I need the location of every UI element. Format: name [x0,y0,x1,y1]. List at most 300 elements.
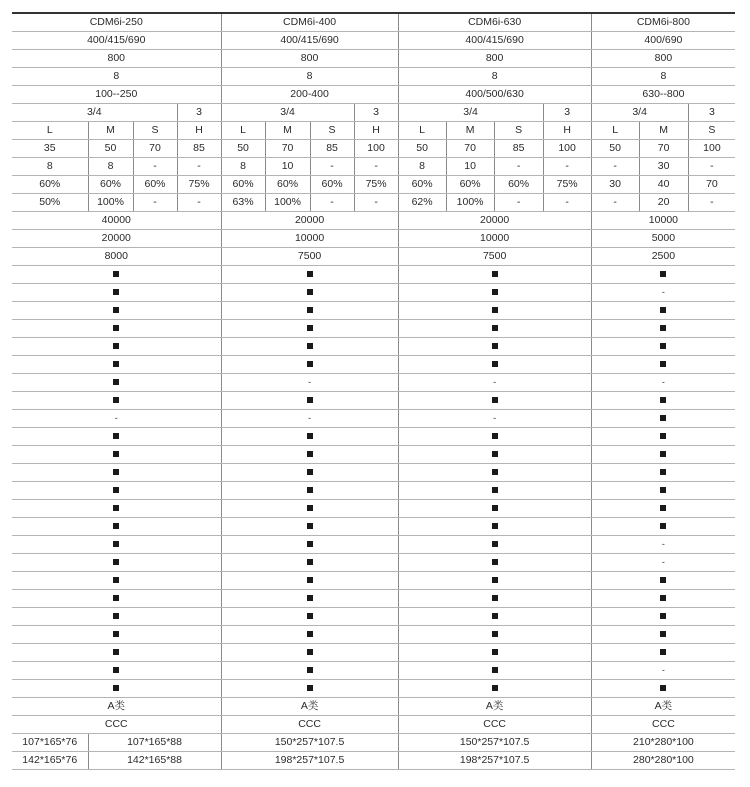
filled-square-icon [113,631,119,637]
filled-square-icon [307,271,313,277]
feature-cell [221,572,398,590]
feature-row [12,590,735,608]
spec-cell: 100% [88,194,133,212]
spec-table [12,12,735,770]
breaking-capacity-cell: 70 [446,140,494,158]
feature-cell [591,500,735,518]
feature-cell [591,608,735,626]
feature-row [12,284,735,302]
feature-row [12,356,735,374]
spec-cell: 60% [446,176,494,194]
voltage-cell: 400/415/690 [398,32,591,50]
spec-cell: 20 [639,194,688,212]
feature-cell [591,662,735,680]
feature-row [12,536,735,554]
spec-cell: - [354,158,398,176]
filled-square-icon [307,469,313,475]
filled-square-icon [307,289,313,295]
feature-cell [12,662,221,680]
feature-cell [591,590,735,608]
filled-square-icon [113,397,119,403]
spec-cell: 8 [88,158,133,176]
filled-square-icon [492,451,498,457]
model-name: CDM6i-800 [591,13,735,32]
spec-cell: - [688,194,735,212]
feature-cell [398,374,591,392]
dash-mark: - [661,539,665,549]
spec-cell: 60% [265,176,310,194]
feature-row [12,482,735,500]
electrical-life-cell: 7500 [221,248,398,266]
feature-cell [221,518,398,536]
feature-cell [398,446,591,464]
feature-cell [221,662,398,680]
filled-square-icon [492,469,498,475]
feature-cell [591,482,735,500]
category-cell: A类 [591,698,735,716]
category-cell: A类 [221,698,398,716]
filled-square-icon [307,433,313,439]
spec-cell: - [591,158,639,176]
category-cell: A类 [398,698,591,716]
breaking-grade-cell: M [265,122,310,140]
spec-cell: - [494,158,543,176]
spec-cell: 62% [398,194,446,212]
filled-square-icon [492,523,498,529]
insulation-voltage-cell: 800 [398,50,591,68]
impulse-voltage-row [12,68,735,86]
spec-cell: 30 [639,158,688,176]
filled-square-icon [113,577,119,583]
feature-cell [221,500,398,518]
filled-square-icon [492,649,498,655]
filled-square-icon [492,487,498,493]
breaking-capacity-cell: 85 [177,140,221,158]
electrical-life-cell: 7500 [398,248,591,266]
feature-row [12,392,735,410]
spec-cell: 8 [221,158,265,176]
feature-cell [221,266,398,284]
filled-square-icon [113,505,119,511]
filled-square-icon [307,685,313,691]
spec-cell: - [591,194,639,212]
spec-cell: - [133,194,177,212]
filled-square-icon [660,361,666,367]
feature-cell [398,608,591,626]
filled-square-icon [307,595,313,601]
filled-square-icon [307,523,313,529]
filled-square-icon [660,505,666,511]
mechanical-life-cell: 20000 [398,212,591,230]
dimension-cell: 210*280*100 [591,734,735,752]
feature-row [12,608,735,626]
electrical-life-b-row [12,248,735,266]
feature-cell [12,428,221,446]
electrical-life-a-row [12,230,735,248]
filled-square-icon [492,307,498,313]
feature-cell [591,356,735,374]
filled-square-icon [492,685,498,691]
filled-square-icon [660,595,666,601]
feature-cell [12,266,221,284]
dimension-cell: 142*165*76 [12,752,88,770]
breaking-capacity-cell: 100 [354,140,398,158]
feature-cell [591,536,735,554]
certification-cell: CCC [12,716,221,734]
breaking-capacity-cell: 35 [12,140,88,158]
feature-cell [398,266,591,284]
electrical-life-cell: 20000 [12,230,221,248]
dash-mark: - [493,413,497,423]
filled-square-icon [113,343,119,349]
dimension-cell: 107*165*76 [12,734,88,752]
breaking-grade-cell: S [688,122,735,140]
spec-cell: 75% [177,176,221,194]
feature-row [12,320,735,338]
breaking-grade-cell: H [543,122,591,140]
feature-cell [591,266,735,284]
spec-cell: 100% [265,194,310,212]
feature-cell [221,392,398,410]
feature-cell [12,500,221,518]
filled-square-icon [113,523,119,529]
feature-cell [591,680,735,698]
feature-row [12,626,735,644]
filled-square-icon [113,469,119,475]
feature-cell [591,392,735,410]
feature-cell [591,644,735,662]
spec-cell: - [177,194,221,212]
feature-cell [591,284,735,302]
feature-cell [221,644,398,662]
feature-cell [221,410,398,428]
filled-square-icon [113,379,119,385]
feature-cell [398,680,591,698]
feature-cell [591,302,735,320]
feature-cell [12,464,221,482]
filled-square-icon [660,649,666,655]
feature-cell [221,626,398,644]
impulse-voltage-cell: 8 [12,68,221,86]
feature-cell [398,536,591,554]
poles-row [12,104,735,122]
feature-cell [591,446,735,464]
feature-cell [398,572,591,590]
feature-row [12,446,735,464]
breaking-capacity-row [12,140,735,158]
spec-cell: - [688,158,735,176]
filled-square-icon [492,559,498,565]
spec-cell: 8 [12,158,88,176]
electrical-life-cell: 5000 [591,230,735,248]
voltage-cell: 400/415/690 [221,32,398,50]
voltage-row [12,32,735,50]
dash-mark: - [493,377,497,387]
feature-cell [221,374,398,392]
filled-square-icon [492,613,498,619]
feature-cell [12,446,221,464]
feature-cell [221,284,398,302]
filled-square-icon [307,325,313,331]
breaking-grade-cell: M [446,122,494,140]
feature-cell [591,554,735,572]
filled-square-icon [113,541,119,547]
spec-cell: 40 [639,176,688,194]
feature-cell [12,356,221,374]
feature-cell [221,338,398,356]
spec-cell: 75% [354,176,398,194]
filled-square-icon [113,307,119,313]
mechanical-life-row [12,212,735,230]
feature-cell [12,302,221,320]
dimension-cell: 198*257*107.5 [221,752,398,770]
poles-cell: 3/4 [591,104,688,122]
feature-cell [12,320,221,338]
feature-cell [12,554,221,572]
category-row [12,698,735,716]
feature-cell [221,428,398,446]
feature-cell [221,446,398,464]
filled-square-icon [113,685,119,691]
spec-cell: - [310,194,354,212]
breaking-grade-cell: L [12,122,88,140]
breaking-capacity-cell: 100 [688,140,735,158]
feature-row [12,266,735,284]
filled-square-icon [492,577,498,583]
filled-square-icon [307,307,313,313]
filled-square-icon [492,541,498,547]
breaking-grade-cell: M [88,122,133,140]
feature-cell [12,572,221,590]
filled-square-icon [492,271,498,277]
spec-cell: 60% [88,176,133,194]
feature-cell [221,302,398,320]
spec-cell: - [543,158,591,176]
certification-cell: CCC [591,716,735,734]
feature-cell [591,464,735,482]
certification-cell: CCC [221,716,398,734]
electrical-life-cell: 10000 [398,230,591,248]
feature-row [12,464,735,482]
poles-cell: 3/4 [12,104,177,122]
breaking-grade-cell: L [591,122,639,140]
dimension-cell: 142*165*88 [88,752,221,770]
category-cell: A类 [12,698,221,716]
feature-cell [591,374,735,392]
impulse-voltage-cell: 8 [221,68,398,86]
insulation-voltage-row [12,50,735,68]
filled-square-icon [660,469,666,475]
filled-square-icon [307,505,313,511]
mechanical-life-cell: 40000 [12,212,221,230]
filled-square-icon [660,343,666,349]
feature-cell [398,482,591,500]
filled-square-icon [660,613,666,619]
feature-cell [591,626,735,644]
filled-square-icon [492,595,498,601]
poles-cell: 3 [688,104,735,122]
feature-cell [398,554,591,572]
spec-cell: 60% [12,176,88,194]
feature-cell [591,410,735,428]
feature-cell [221,680,398,698]
filled-square-icon [660,487,666,493]
feature-cell [221,464,398,482]
spec-cell: 30 [591,176,639,194]
filled-square-icon [492,667,498,673]
electrical-life-cell: 2500 [591,248,735,266]
breaking-capacity-cell: 85 [310,140,354,158]
filled-square-icon [492,325,498,331]
spec-row-b [12,158,735,176]
dash-mark: - [114,413,118,423]
certification-cell: CCC [398,716,591,734]
current-range-cell: 400/500/630 [398,86,591,104]
current-range-cell: 200-400 [221,86,398,104]
filled-square-icon [307,667,313,673]
spec-cell: - [177,158,221,176]
dash-mark: - [308,377,312,387]
voltage-cell: 400/415/690 [12,32,221,50]
breaking-capacity-cell: 85 [494,140,543,158]
feature-cell [591,572,735,590]
filled-square-icon [113,559,119,565]
filled-square-icon [492,361,498,367]
current-range-cell: 100--250 [12,86,221,104]
breaking-grade-cell: L [398,122,446,140]
filled-square-icon [660,685,666,691]
dash-mark: - [661,287,665,297]
filled-square-icon [113,271,119,277]
feature-cell [398,626,591,644]
feature-cell [591,338,735,356]
filled-square-icon [660,415,666,421]
feature-cell [12,284,221,302]
filled-square-icon [307,541,313,547]
certification-row [12,716,735,734]
feature-cell [12,680,221,698]
spec-row-c [12,176,735,194]
breaking-capacity-cell: 50 [398,140,446,158]
spec-row-d [12,194,735,212]
poles-cell: 3 [177,104,221,122]
current-range-cell: 630--800 [591,86,735,104]
breaking-capacity-cell: 50 [221,140,265,158]
feature-row [12,554,735,572]
model-name: CDM6i-250 [12,13,221,32]
feature-cell [398,644,591,662]
dimensions-3p-row [12,734,735,752]
spec-cell: 60% [310,176,354,194]
feature-cell [12,644,221,662]
filled-square-icon [307,397,313,403]
filled-square-icon [660,325,666,331]
feature-row [12,500,735,518]
feature-cell [12,482,221,500]
filled-square-icon [660,433,666,439]
filled-square-icon [113,433,119,439]
feature-row [12,410,735,428]
feature-row [12,302,735,320]
feature-cell [398,500,591,518]
feature-cell [398,302,591,320]
feature-cell [398,662,591,680]
dash-mark: - [308,413,312,423]
voltage-cell: 400/690 [591,32,735,50]
feature-row [12,644,735,662]
spec-cell: 60% [398,176,446,194]
filled-square-icon [492,397,498,403]
feature-cell [12,410,221,428]
dimensions-4p-row [12,752,735,770]
feature-cell [591,320,735,338]
filled-square-icon [113,451,119,457]
filled-square-icon [113,595,119,601]
filled-square-icon [492,433,498,439]
poles-cell: 3 [543,104,591,122]
filled-square-icon [113,487,119,493]
filled-square-icon [492,289,498,295]
feature-row [12,662,735,680]
dimension-cell: 150*257*107.5 [221,734,398,752]
poles-cell: 3/4 [221,104,354,122]
filled-square-icon [307,487,313,493]
feature-cell [221,536,398,554]
impulse-voltage-cell: 8 [398,68,591,86]
spec-cell: 70 [688,176,735,194]
feature-cell [221,590,398,608]
feature-row [12,374,735,392]
feature-cell [398,410,591,428]
filled-square-icon [307,559,313,565]
breaking-grade-cell: H [354,122,398,140]
breaking-capacity-cell: 100 [543,140,591,158]
filled-square-icon [113,649,119,655]
electrical-life-cell: 10000 [221,230,398,248]
feature-cell [398,428,591,446]
feature-cell [221,482,398,500]
feature-cell [398,320,591,338]
model-name: CDM6i-630 [398,13,591,32]
filled-square-icon [660,307,666,313]
filled-square-icon [307,613,313,619]
filled-square-icon [307,361,313,367]
feature-cell [221,608,398,626]
filled-square-icon [113,361,119,367]
spec-cell: - [133,158,177,176]
feature-row [12,680,735,698]
spec-cell: 10 [446,158,494,176]
current-range-row [12,86,735,104]
filled-square-icon [660,271,666,277]
spec-cell: - [494,194,543,212]
mechanical-life-cell: 10000 [591,212,735,230]
spec-cell: 8 [398,158,446,176]
electrical-life-cell: 8000 [12,248,221,266]
breaking-grade-cell: S [494,122,543,140]
dimension-cell: 150*257*107.5 [398,734,591,752]
feature-cell [221,356,398,374]
breaking-capacity-cell: 50 [591,140,639,158]
breaking-grade-row [12,122,735,140]
feature-cell [12,392,221,410]
spec-cell: - [354,194,398,212]
feature-cell [591,428,735,446]
impulse-voltage-cell: 8 [591,68,735,86]
breaking-grade-cell: H [177,122,221,140]
filled-square-icon [307,451,313,457]
dimension-cell: 280*280*100 [591,752,735,770]
